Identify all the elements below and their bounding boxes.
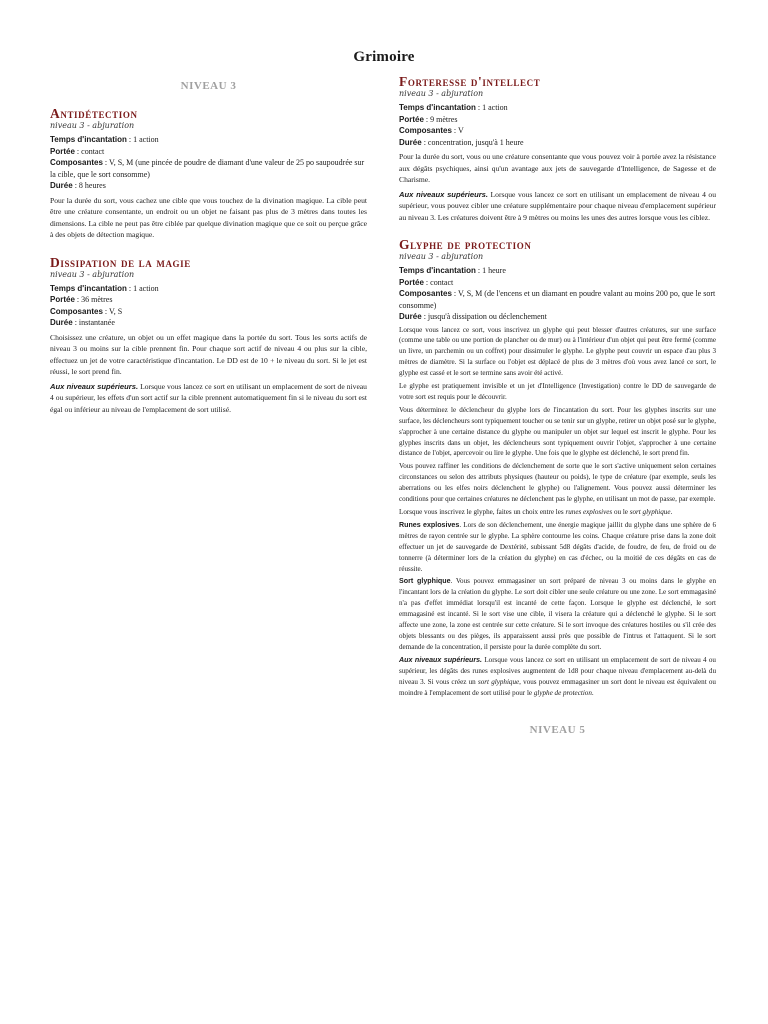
- runes-explosives-ref: runes explosives: [565, 508, 613, 516]
- higher-levels-paragraph: [399, 655, 716, 699]
- sort-glyphique-ref: sort glyphique: [629, 508, 671, 516]
- spell-name: Forteresse d'intellect: [399, 74, 541, 89]
- range-value: contact: [81, 146, 105, 156]
- higher-levels-label: Aux niveaux supérieurs.: [399, 189, 489, 199]
- components-row: Composantes : V, S, M (une pincée de poudre de diamant d'une valeur de 25 po saupoudrée sur la cible, que le sort consomme): [50, 158, 365, 179]
- p5-text-c: ou le: [612, 508, 630, 516]
- casting-time-value: 1 action: [482, 103, 508, 112]
- components-value: V, S, M (de l'encens et un diamant en poudre valant au moins 200 po, que le sort consomme): [399, 289, 716, 310]
- sort-glyphique-paragraph: [399, 576, 716, 652]
- spell-school: niveau 3 - abjuration: [50, 121, 135, 130]
- casting-time-label: Temps d'incantation: [399, 103, 476, 112]
- spell-name: Antidétection: [50, 106, 138, 121]
- higher-text-a: Lorsque vous lancez ce sort en utilisant un emplacement de sort de niveau 4 ou supérieur, les dégâts des runes explosives augmentent de 1d8 pour chaque niveau d'emplacement au-delà du niveau 3. Si vous créez un: [399, 655, 716, 686]
- duration-row: Durée : jusqu'à dissipation ou déclenchement: [399, 312, 547, 321]
- duration-value: jusqu'à dissipation ou déclenchement: [427, 312, 547, 321]
- spell-name: Glyphe de protection: [399, 237, 532, 252]
- range-label: Portée: [50, 295, 75, 304]
- casting-time-row: Temps d'incantation : 1 heure: [399, 266, 506, 275]
- range-row: Portée : contact: [50, 146, 105, 156]
- components-value: V: [457, 126, 464, 135]
- spell-description: Pour la durée du sort, vous cachez une cible que vous touchez de la divination magique. La cible peut être une créature consentante, un endroit ou un objet ne faisant pas plus de 3 mètres dans toutes les dimensions. La cible ne peut pas être ciblée par quelque divination magique que ce soit ou perçue grâce à des objets de détection magique.: [50, 195, 367, 239]
- range-row: Portée : 9 mètres: [399, 114, 458, 124]
- components-label: Composantes: [50, 306, 103, 316]
- higher-text-e: .: [591, 688, 594, 697]
- two-column-layout: [50, 74, 718, 750]
- level-heading-3: NIVEAU 3: [180, 80, 237, 92]
- range-value: contact: [430, 277, 454, 287]
- higher-levels-text: Lorsque vous lancez ce sort en utilisant un emplacement de niveau 4 ou supérieur, vous pouvez cibler une créature supplémentaire pour chaque niveau d'emplacement supérieur au niveau 3. Les créatures doivent être à 9 mètres ou moins les unes des autres lorsque vous les ciblez.: [399, 189, 716, 222]
- components-label: Composantes: [399, 289, 452, 298]
- components-value: V, S, M (une pincée de poudre de diamant d'une valeur de 25 po saupoudrée sur la cible, que le sort consomme): [50, 158, 365, 179]
- higher-levels-label: Aux niveaux supérieurs.: [399, 655, 483, 664]
- duration-value: concentration, jusqu'à 1 heure: [427, 137, 524, 147]
- spell-dissipation: [50, 255, 367, 416]
- sort-glyphique-label: Sort glyphique: [399, 577, 451, 586]
- range-row: Portée : 36 mètres: [50, 295, 113, 304]
- range-label: Portée: [399, 277, 424, 287]
- components-row: Composantes : V, S, M (de l'encens et un diamant en poudre valant au moins 200 po, que le sort consomme): [399, 289, 716, 310]
- casting-time-row: Temps d'incantation : 1 action: [50, 135, 159, 144]
- spell-paragraph-2: Le glyphe est pratiquement invisible et un jet d'Intelligence (Investigation) contre le DD de sauvegarde de votre sort est requis pour le découvrir.: [399, 382, 716, 401]
- spell-name: Dissipation de la magie: [50, 254, 191, 270]
- casting-time-value: 1 heure: [482, 266, 506, 275]
- range-label: Portée: [399, 114, 424, 124]
- p5-text-a: Lorsque vous inscrivez le glyphe, faites un choix entre les: [399, 508, 566, 516]
- components-label: Composantes: [50, 158, 103, 167]
- duration-label: Durée: [50, 181, 73, 190]
- runes-explosives-paragraph: [399, 520, 716, 575]
- duration-row: Durée : 8 heures: [50, 181, 106, 190]
- runes-explosives-text: . Lors de son déclenchement, une énergie magique jaillit du glyphe dans une sphère de 6 mètres de rayon centrée sur le glyphe. La sphère contourne les coins. Chaque créature prise dans la zone doit effectuer un jet de sauvegarde de Dextérité, subissant 5d8 dégâts d'acide, de foudre, de feu, de froid ou de tonnerre (à déterminer lors de la création du glyphe) en cas d'échec, ou la moitié de ces dégâts en cas de réussite.: [399, 520, 716, 573]
- casting-time-label: Temps d'incantation: [50, 135, 127, 144]
- spell-antidetection: [50, 106, 367, 241]
- higher-text-c: , vous pouvez emmagasiner un sort dont le niveau est équivalent ou moindre à l'emplacement de sort utilisé pour le: [399, 677, 716, 697]
- level-heading-5: NIVEAU 5: [529, 724, 586, 737]
- spell-description: Choisissez une créature, un objet ou un effet magique dans la portée du sort. Tous les sorts actifs de niveau 3 ou moins sur la cible prennent fin. Pour chaque sort actif de niveau 4 ou plus sur la cible, effectuez un jet de votre caractéristique d'incantation. Le DD est de 10 + le niveau du sort. Si le jet est réussi, le sort prend fin.: [50, 332, 367, 376]
- spell-school: niveau 3 - abjuration: [399, 89, 484, 98]
- spell-forteresse: [399, 74, 716, 223]
- casting-time-value: 1 action: [133, 135, 159, 144]
- higher-levels-label: Aux niveaux supérieurs.: [50, 381, 139, 391]
- spell-school: niveau 3 - abjuration: [50, 269, 135, 279]
- duration-label: Durée: [50, 318, 73, 327]
- p5-text-e: .: [670, 508, 673, 516]
- spell-paragraph-1: Lorsque vous lancez ce sort, vous inscrivez un glyphe qui peut blesser d'autres créatures, sur une surface (comme une table ou une portion de plancher ou de mur) ou à l'intérieur d'un objet qui peut être fermé (comme un livre, un parchemin ou un coffret) pour dissimuler le glyphe. Le glyphe peut couvrir un espace d'au plus 3 mètres de diamètre. Si la surface ou l'objet est déplacé de plus de 3 mètres d'où vous avez lancé ce sort, le glyphe est cassé et le sort se termine sans avoir été activé.: [399, 325, 716, 378]
- runes-explosives-label: Runes explosives: [399, 520, 460, 529]
- duration-row: Durée : instantanée: [50, 318, 115, 327]
- casting-time-label: Temps d'incantation: [50, 283, 127, 293]
- spell-paragraph-5: [399, 507, 716, 518]
- right-column: [399, 74, 716, 750]
- range-label: Portée: [50, 146, 75, 156]
- spell-school: niveau 3 - abjuration: [399, 252, 484, 261]
- components-label: Composantes: [399, 126, 452, 135]
- components-row: Composantes : V: [399, 126, 464, 135]
- casting-time-label: Temps d'incantation: [399, 266, 476, 275]
- range-value: 9 mètres: [430, 114, 458, 124]
- higher-text-b: sort glyphique: [477, 677, 520, 686]
- range-value: 36 mètres: [81, 295, 113, 304]
- left-column: [50, 74, 367, 750]
- spell-description: Pour la durée du sort, vous ou une créature consentante que vous pouvez voir à portée avez la résistance aux dégâts psychiques, ainsi qu'un avantage aux jets de sauvegarde d'Intelligence, de Sagesse et de Charisme.: [399, 152, 716, 184]
- sort-glyphique-text: . Vous pouvez emmagasiner un sort préparé de niveau 3 ou moins dans le glyphe en l'incantant lors de la création du glyphe. Le sort doit cibler une seule créature ou une zone. Le sort emmagasiné n'a pas d'effet immédiat lorsqu'il est incanté de cette façon. Lorsque le glyphe est déclenché, le sort emmagasiné est incanté. Si le sort vise une cible, il visera la créature qui a déclenché le glyphe. Si le sort affecte une zone, la zone est centrée sur cette créature. Si le sort invoque des créatures hostiles ou s'il crée des objets blessants ou des pièges, ils apparaissent aussi près que possible de l'intrus et l'attaquent. Si le sort demande de la concentration, il persiste pour la durée complète du sort.: [399, 577, 717, 651]
- duration-value: instantanée: [78, 318, 115, 327]
- higher-levels-paragraph: [399, 189, 716, 224]
- duration-label: Durée: [399, 137, 422, 147]
- spell-paragraph-3: Vous déterminez le déclencheur du glyphe lors de l'incantation du sort. Pour les glyphes inscrits sur une surface, les déclencheurs sont typiquement toucher ou se tenir sur un glyphe, retirer un objet posé sur le glyphe, s'approcher à une certaine distance du glyphe ou manipuler un objet sur lequel est inscrit le glyphe. Pour les glyphes inscrits dans un objet, les déclencheurs sont typiquement ouvrir l'objet, s'approcher à une certaine distance de l'objet, apercevoir ou lire le glyphe. Une fois que le glyphe est déclenché, le sort prend fin.: [399, 405, 716, 458]
- duration-label: Durée: [399, 312, 422, 321]
- duration-row: Durée : concentration, jusqu'à 1 heure: [399, 137, 524, 147]
- components-value: V, S: [108, 306, 123, 316]
- spell-paragraph-4: Vous pouvez raffiner les conditions de déclenchement de sorte que le sort s'active uniquement selon certaines circonstances ou selon des attributs physiques (hauteur ou poids), le type de créature (par exemple, seuls les aberrations ou les elfes noirs déclenchent le glyphe) ou l'alignement. Vous pouvez aussi déterminer les conditions pour que certaines créatures ne déclenchent pas le glyphe, en utilisant un mot de passe, par exemple.: [399, 462, 716, 504]
- casting-time-row: Temps d'incantation : 1 action: [399, 103, 508, 112]
- higher-text-d: glyphe de protection: [533, 688, 592, 697]
- spell-glyphe: [399, 237, 716, 698]
- range-row: Portée : contact: [399, 277, 454, 287]
- components-row: Composantes : V, S: [50, 306, 123, 316]
- page-title: Grimoire: [353, 49, 415, 65]
- casting-time-row: Temps d'incantation : 1 action: [50, 283, 159, 293]
- duration-value: 8 heures: [78, 181, 106, 190]
- casting-time-value: 1 action: [133, 283, 159, 293]
- higher-levels-paragraph: [50, 381, 367, 416]
- higher-levels-text: Lorsque vous lancez ce sort en utilisant un emplacement de sort de niveau 4 ou supérieur, les effets d'un sort actif sur la cible prennent automatiquement fin si le niveau du sort est égal ou inférieur au niveau de l'emplacement de sort utilisé.: [50, 381, 367, 414]
